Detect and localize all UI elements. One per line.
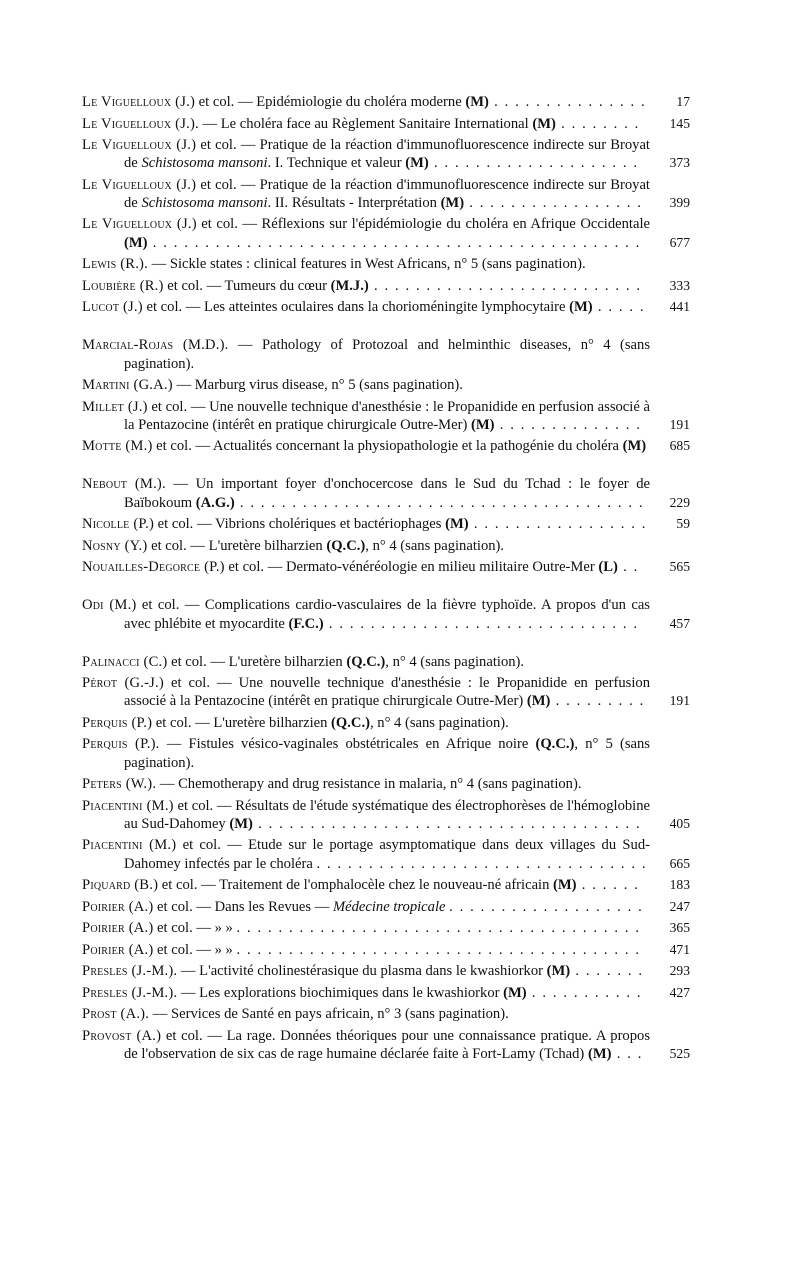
entry-body (82, 775, 650, 793)
dot-leader: . . . . . . . . (555, 115, 640, 132)
author-name: Provost (A.) (82, 1027, 162, 1044)
entry-title: et col. — Résultats de l'étude systématique des électrophorèses de l'hémoglobine au Sud-Dahomey (124, 797, 650, 832)
author-name: Prost (A.). (82, 1006, 150, 1023)
author-index-list (82, 93, 690, 1066)
entry-title: — Le choléra face au Règlement Sanitaire International (198, 115, 533, 132)
category-tag: (Q.C.) (535, 736, 575, 753)
dot-leader: . . . . . . . . . . . . . . . . . . . (449, 898, 644, 915)
index-entry (82, 775, 690, 793)
category-tag: (M) (440, 194, 465, 211)
entry-title: et col. — Vibrions cholériques et bactériophages (154, 516, 446, 533)
index-entry (82, 398, 690, 434)
index-entry (82, 558, 690, 576)
entry-title: et col. — Dans les Revues — (153, 898, 333, 915)
category-tag: (M.J.) (330, 277, 369, 294)
author-name: Perquis (P.) (82, 714, 153, 731)
entry-body (82, 1027, 650, 1063)
entry-title: et col. — La rage. Données théoriques pour une connaissance pratique. A propos de l'observation de six cas de rage humaine déclarée faite à Fort-Lamy (Tchad) (124, 1027, 651, 1062)
author-name: Perquis (P.). (82, 736, 160, 753)
author-name: Presles (J.-M.). (82, 963, 178, 980)
category-tag: (F.C.) (288, 615, 324, 632)
entry-note: , n° 4 (sans pagination). (365, 537, 505, 554)
entry-title: et col. — L'uretère bilharzien (152, 714, 332, 731)
entry-body (82, 215, 650, 251)
category-tag: (A.G.) (195, 494, 235, 511)
author-name: Le Viguelloux (J.) (82, 216, 197, 233)
entry-body (82, 962, 650, 980)
index-entry (82, 919, 690, 937)
entry-title: et col. — Traitement de l'omphalocèle chez le nouveau-né africain (158, 877, 554, 894)
category-tag: (M) (445, 516, 469, 533)
index-entry (82, 176, 690, 212)
author-name: Nebout (M.). (82, 476, 166, 493)
index-entry (82, 1005, 690, 1023)
index-entry (82, 277, 690, 295)
entry-body (82, 898, 650, 916)
author-name: Motte (M.) (82, 438, 153, 455)
dot-leader: . . . . . . . . . . . . . . . . . . . . . . . . . . (368, 277, 642, 294)
entry-title: et col. — Tumeurs du cœur (163, 277, 331, 294)
entry-title: — Services de Santé en pays africain, n° 3 (sans pagination). (149, 1006, 509, 1023)
index-entry (82, 537, 690, 555)
author-name: Poirier (A.) (82, 898, 154, 915)
index-entry (82, 475, 690, 511)
dot-leader: . . . . . . . . . . . . . . . . . . . . . . . . . . . . . . . . . . . . . (252, 815, 642, 832)
entry-body (82, 93, 650, 111)
page-number: 365 (669, 920, 690, 936)
entry-title: — Les explorations biochimiques dans le kwashiorkor (177, 984, 504, 1001)
entry-title: — L'activité cholinestérasique du plasma dans le kwashiorkor (177, 963, 547, 980)
index-entry (82, 298, 690, 316)
entry-body (82, 984, 650, 1002)
entry-body (82, 136, 650, 172)
italic-title: Médecine tropicale (332, 898, 446, 915)
page-number: 17 (676, 94, 690, 109)
dot-leader: . . . (611, 1045, 643, 1062)
page-number: 229 (669, 494, 690, 510)
author-name: Marcial-Rojas (M.D.). (82, 337, 229, 354)
entry-title: et col. — Pratique de la réaction d'immunofluorescence indirecte sur Broyat de (124, 176, 650, 211)
entry-body (82, 596, 650, 632)
index-entry (82, 898, 690, 916)
entry-title: et col. — Dermato-vénéréologie en milieu militaire Outre-Mer (224, 559, 599, 576)
dot-leader: . . . . . . . . . . . . . . . . . . . . . . . . . . . . . . . . . . . . . . . (236, 920, 641, 937)
dot-leader: . . . . . . . . . . . . . . . . . . . . (428, 155, 639, 172)
entry-title: et col. — Réflexions sur l'épidémiologie du choléra en Afrique Occidentale (196, 216, 651, 233)
entry-body (82, 277, 650, 295)
author-name: Loubière (R.) (82, 277, 164, 294)
dot-leader: . . . . . . . . . . . . . . . . . . . . . . . . . . . . . . . . (316, 855, 648, 872)
entry-body (82, 1005, 650, 1023)
index-entry (82, 984, 690, 1002)
entry-title: et col. — Une nouvelle technique d'anesthésie : le Propanidide en perfusion associé à la Pentazocine (intérêt en pratique chirurgicale Outre-Mer) (124, 398, 651, 433)
entry-body (82, 515, 650, 533)
page-number: 471 (669, 941, 690, 957)
entry-title: — Chemotherapy and drug resistance in malaria, n° 4 (sans pagination). (156, 776, 582, 793)
entry-body (82, 298, 650, 316)
entry-title: — Marburg virus disease, n° 5 (sans pagination). (172, 377, 463, 394)
index-entry (82, 836, 690, 872)
dot-leader: . . . . . . (576, 877, 640, 894)
category-tag: (M) (229, 815, 253, 832)
dot-leader: . . . . . . . . . . . . . . . . . (468, 516, 648, 533)
entry-title: et col. — Pratique de la réaction d'immunofluorescence indirecte sur Broyat de (124, 137, 650, 172)
page-number: 405 (669, 815, 690, 831)
entry-title: — Un important foyer d'onchocercose dans le Sud du Tchad : le foyer de Baïbokoum (124, 476, 651, 511)
entry-title: — Pathology of Protozoal and helminthic diseases, n° 4 (sans pagination). (124, 337, 651, 372)
author-name: Le Viguelloux (J.). (82, 115, 199, 132)
category-tag: (M) (587, 1045, 612, 1062)
page-number: 457 (669, 615, 690, 631)
author-name: Presles (J.-M.). (82, 984, 178, 1001)
index-entry (82, 941, 690, 959)
entry-title: et col. — Complications cardio-vasculaires de la fièvre typhoïde. A propos d'un cas avec phlébite et myocardite (124, 597, 650, 632)
page-number: 183 (669, 877, 690, 893)
category-tag: (Q.C.) (331, 714, 370, 731)
page-number: 191 (669, 693, 690, 709)
category-tag: (M) (124, 234, 148, 251)
page-number: 677 (669, 234, 690, 250)
category-tag: (M) (503, 984, 527, 1001)
entry-body (82, 115, 650, 133)
entry-note: , n° 4 (sans pagination). (369, 714, 509, 731)
author-name: Lewis (R.). (82, 256, 148, 273)
author-name: Le Viguelloux (J.) (82, 94, 196, 110)
dot-leader: . . . . . . . . . . . . . . (494, 416, 642, 433)
page-number: 293 (669, 963, 690, 979)
index-entry (82, 876, 690, 894)
entry-note: , n° 5 (sans pagination). (124, 736, 650, 771)
index-entry (82, 115, 690, 133)
category-tag: (L) (598, 559, 618, 576)
author-name: Lucot (J.) (82, 299, 143, 316)
page-number: 59 (676, 516, 690, 532)
author-name: Le Viguelloux (J.) (82, 137, 197, 153)
category-tag: (Q.C.) (346, 653, 386, 670)
category-tag: (Q.C.) (326, 537, 366, 554)
dot-leader: . . . . . . . . . . . . . . . . . . . . . . . . . . . . . . . . . . . . . . . . . . . . . . . (147, 234, 641, 251)
index-entry (82, 653, 690, 671)
entry-title: et col. — » » (153, 941, 237, 958)
entry-title: et col. — Les atteintes oculaires dans la chorioméningite lymphocytaire (142, 299, 570, 316)
page-number: 525 (669, 1045, 690, 1061)
author-name: Martini (G.A.) (82, 377, 173, 394)
author-name: Odi (M.) (82, 597, 137, 614)
index-entry (82, 93, 690, 111)
dot-leader: . . . . . . . . . . . . . . . (488, 94, 647, 110)
entry-title: et col. — Etude sur le portage asymptomatique dans deux villages du Sud-Dahomey infectés par le choléra (124, 837, 650, 872)
page-number: 191 (669, 416, 690, 432)
entry-body (82, 876, 650, 894)
page-number: 247 (669, 898, 690, 914)
italic-title: Schistosoma mansoni (141, 194, 268, 211)
entry-title: et col. — L'uretère bilharzien (147, 537, 327, 554)
entry-body (82, 797, 650, 833)
dot-leader: . . . . . . . (570, 963, 644, 980)
entry-body (82, 336, 650, 372)
page-number: 565 (669, 559, 690, 575)
entry-body (82, 653, 650, 671)
entry-body (82, 714, 650, 732)
entry-body (82, 255, 650, 273)
category-tag: (M) (546, 963, 571, 980)
category-tag: (M) (470, 416, 495, 433)
dot-leader: . . . . . . . . . . . (526, 984, 643, 1001)
author-name: Piacentini (M.) (82, 837, 177, 854)
author-name: Palinacci (C.) (82, 653, 168, 670)
entry-body (82, 376, 650, 394)
page-number: 441 (669, 299, 690, 315)
entry-body (82, 437, 650, 455)
dot-leader: . . . . . . . . . . . . . . . . . (464, 194, 643, 211)
dot-leader: . . . . . . . . . (550, 693, 645, 710)
index-entry (82, 437, 690, 455)
category-tag: (M) (622, 438, 647, 455)
entry-body (82, 919, 650, 937)
category-tag: (M) (553, 877, 577, 894)
index-entry (82, 962, 690, 980)
entry-title: — Fistules vésico-vaginales obstétricales en Afrique noire (159, 736, 536, 753)
entry-title-cont: . I. Technique et valeur (267, 155, 406, 172)
index-entry (82, 596, 690, 632)
page-number: 373 (669, 155, 690, 171)
entry-body (82, 475, 650, 511)
index-entry (82, 735, 690, 771)
author-name: Nosny (Y.) (82, 537, 148, 554)
index-entry (82, 376, 690, 394)
page-number: 145 (669, 115, 690, 131)
author-name: Piacentini (M.) (82, 797, 174, 814)
entry-title: et col. — » » (153, 920, 237, 937)
index-entry (82, 1027, 690, 1063)
dot-leader: . . . . . . . . . . . . . . . . . . . . . . . . . . . . . . . . . . . . . . . (236, 941, 641, 958)
entry-title: et col. — Actualités concernant la physiopathologie et la pathogénie du choléra (152, 438, 623, 455)
author-name: Piquard (B.) (82, 877, 159, 894)
page-number: 399 (669, 194, 690, 210)
author-name: Poirier (A.) (82, 941, 154, 958)
dot-leader: . . (617, 559, 639, 576)
entry-body (82, 537, 650, 555)
entry-body (82, 398, 650, 434)
index-entry (82, 714, 690, 732)
dot-leader: . . . . . . . . . . . . . . . . . . . . . . . . . . . . . . (323, 615, 639, 632)
entry-body (82, 176, 650, 212)
index-entry (82, 136, 690, 172)
index-entry (82, 674, 690, 710)
page-number: 685 (669, 438, 690, 454)
dot-leader: . . . . . . . . . . . . . . . . . . . . . . . . . . . . . . . . . . . . . . . (234, 494, 645, 511)
index-entry (82, 336, 690, 372)
entry-body (82, 558, 650, 576)
author-name: Le Viguelloux (J.) (82, 176, 197, 193)
italic-title: Schistosoma mansoni (141, 155, 268, 172)
author-name: Nouailles-Degorce (P.) (82, 559, 225, 576)
author-name: Peters (W.). (82, 776, 157, 793)
category-tag: (M) (532, 115, 556, 132)
page-number: 665 (669, 855, 690, 871)
entry-title-cont: . II. Résultats - Interprétation (267, 194, 441, 211)
entry-title: et col. — Une nouvelle technique d'anesthésie : le Propanidide en perfusion associé à la Pentazocine (intérêt en pratique chirurgicale Outre-Mer) (124, 675, 650, 710)
index-entry (82, 215, 690, 251)
entry-body (82, 836, 650, 872)
entry-body (82, 941, 650, 959)
category-tag: (M) (569, 299, 593, 316)
author-name: Millet (J.) (82, 398, 148, 415)
author-name: Pérot (G.-J.) (82, 675, 164, 692)
category-tag: (M) (526, 693, 551, 710)
entry-title: et col. — Epidémiologie du choléra moderne (195, 94, 466, 110)
dot-leader: . . . . . (592, 299, 646, 316)
index-entry (82, 515, 690, 533)
author-name: Poirier (A.) (82, 920, 154, 937)
entry-note: , n° 4 (sans pagination). (385, 653, 525, 670)
page-number: 333 (669, 277, 690, 293)
index-entry (82, 255, 690, 273)
entry-body (82, 735, 650, 771)
author-name: Nicolle (P.) (82, 516, 155, 533)
index-entry (82, 797, 690, 833)
entry-title: — Sickle states : clinical features in West Africans, n° 5 (sans pagination). (147, 256, 586, 273)
entry-body (82, 674, 650, 710)
entry-title: et col. — L'uretère bilharzien (167, 653, 347, 670)
category-tag: (M) (405, 155, 429, 172)
category-tag: (M) (465, 94, 489, 110)
page-number: 427 (669, 984, 690, 1000)
